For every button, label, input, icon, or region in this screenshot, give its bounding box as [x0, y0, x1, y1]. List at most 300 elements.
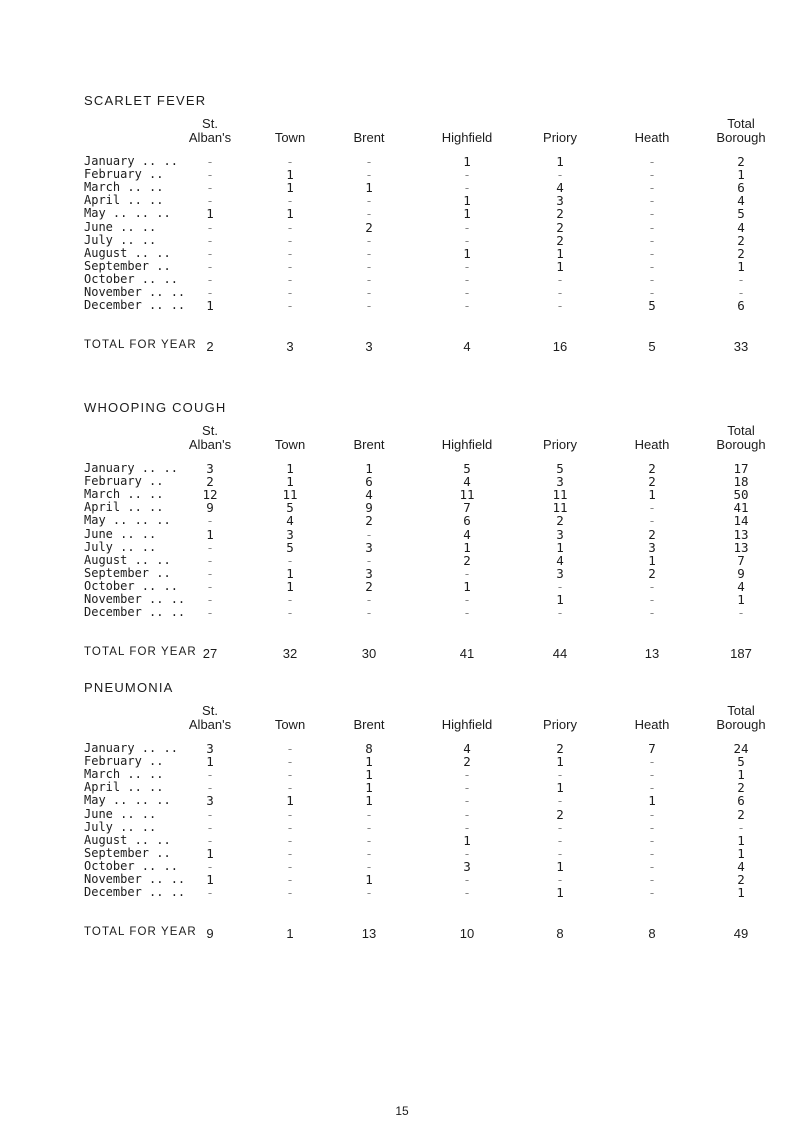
table-cell: - [463, 605, 471, 621]
column-header-line1: Total [727, 703, 755, 718]
table-cell: - [648, 806, 656, 822]
table-row [0, 528, 800, 541]
column-header [353, 117, 384, 145]
column-header-line2: Borough [716, 130, 766, 145]
leader-dots: .. .. [120, 500, 164, 515]
month-name: July [84, 232, 113, 247]
table-cell: - [206, 285, 214, 300]
table-cell: - [648, 285, 656, 300]
table-cell: - [365, 298, 373, 314]
month-label [84, 221, 156, 234]
table-cell: 3 [206, 461, 214, 476]
table-cell: - [365, 552, 373, 568]
table-cell: - [365, 245, 373, 261]
table-cell: - [463, 180, 471, 196]
month-label [84, 834, 171, 847]
table-cell: - [286, 819, 294, 835]
table-row [0, 541, 800, 554]
month-label [84, 475, 163, 488]
table-cell: - [737, 605, 745, 621]
month-name: August [84, 245, 128, 260]
table-cell: - [206, 592, 214, 607]
leader-dots: .. .. [120, 767, 164, 782]
table-row [0, 834, 800, 847]
table-cell: - [206, 767, 214, 783]
table-cell: 2 [737, 232, 745, 248]
table-cell: 5 [737, 206, 745, 222]
month-label [84, 580, 178, 593]
table-cell: - [365, 858, 373, 874]
table-cell: - [648, 592, 656, 607]
table-row [0, 168, 800, 181]
total-cell: 30 [361, 646, 377, 661]
table-cell: - [648, 193, 656, 209]
table-cell: - [206, 605, 214, 621]
table-row [0, 155, 800, 168]
table-row [0, 768, 800, 781]
table-cell: - [206, 832, 214, 848]
table-row [0, 181, 800, 194]
leader-dots: .. .. .. [105, 206, 171, 221]
table-cell: 7 [737, 552, 745, 568]
table-cell: - [648, 513, 656, 529]
table-cell: 1 [648, 552, 656, 568]
month-label [84, 260, 171, 273]
table-cell: - [286, 832, 294, 848]
table-cell: 1 [556, 592, 564, 607]
table-cell: - [286, 741, 294, 756]
total-cell: 9 [206, 926, 214, 941]
table-cell: 9 [737, 565, 745, 581]
table-cell: - [648, 872, 656, 887]
table-cell: - [365, 154, 373, 169]
column-header-line2: Borough [716, 437, 766, 452]
column-header-line1: Town [274, 717, 306, 732]
month-label [84, 207, 171, 220]
leader-dots: .. [149, 258, 171, 273]
table-cell: - [365, 193, 373, 209]
month-name: November [84, 592, 142, 606]
column-header [635, 117, 670, 145]
table-cell: - [286, 754, 294, 770]
month-name: July [84, 539, 113, 554]
table-cell: - [286, 271, 294, 287]
table-cell: 3 [365, 539, 373, 555]
table-cell: 1 [463, 206, 471, 222]
column-header-line1: Highfield [441, 130, 493, 145]
table-cell: 6 [737, 298, 745, 314]
table-cell: 1 [737, 832, 745, 848]
table-cell: 5 [737, 754, 745, 770]
total-cell: 8 [556, 926, 564, 941]
month-name: August [84, 832, 128, 847]
total-row [0, 646, 800, 659]
table-cell: - [206, 271, 214, 287]
month-name: February [84, 474, 142, 489]
column-header [353, 704, 384, 732]
table-cell: - [286, 806, 294, 822]
total-cell: 2 [206, 339, 214, 354]
table-cell: 3 [365, 565, 373, 581]
table-cell: 1 [556, 858, 564, 874]
total-cell: 3 [365, 339, 373, 354]
month-name: December [84, 298, 142, 313]
table-cell: - [286, 154, 294, 169]
table-cell: - [648, 258, 656, 274]
table-cell: 3 [556, 565, 564, 581]
table-cell: 3 [206, 793, 214, 809]
month-label [84, 567, 171, 580]
table-cell: - [286, 298, 294, 314]
table-cell: 3 [556, 526, 564, 542]
leader-dots: .. .. [112, 219, 157, 234]
month-label [84, 273, 178, 286]
month-label [84, 554, 171, 567]
table-cell: - [206, 258, 214, 274]
column-header [189, 117, 231, 145]
table-cell: 1 [737, 767, 745, 783]
column-header-line1: Brent [353, 130, 385, 145]
table-cell: - [206, 858, 214, 874]
table-cell: - [206, 232, 214, 248]
table-cell: 6 [737, 793, 745, 809]
table-cell: 1 [365, 780, 373, 796]
leader-dots: .. .. [141, 605, 186, 620]
total-cell: 187 [730, 646, 752, 661]
table-cell: 3 [648, 539, 656, 555]
table-cell: 1 [463, 832, 471, 848]
month-label [84, 768, 163, 781]
leader-dots: .. .. [112, 232, 157, 247]
table-cell: - [648, 219, 656, 235]
table-cell: - [463, 780, 471, 796]
table-cell: 1 [286, 206, 294, 222]
table-cell: - [206, 885, 214, 901]
month-label [84, 541, 156, 554]
month-label [84, 286, 185, 299]
table-cell: 1 [556, 754, 564, 770]
leader-dots: .. .. [134, 578, 178, 593]
table-cell: 8 [365, 741, 373, 756]
total-cell: 32 [282, 646, 298, 661]
table-cell: 2 [365, 219, 373, 235]
table-cell: - [463, 258, 471, 274]
total-cell: 33 [733, 339, 749, 354]
table-cell: 2 [737, 154, 745, 169]
table-cell: - [365, 819, 373, 835]
table-cell: - [556, 845, 564, 861]
leader-dots: .. .. [141, 592, 186, 606]
column-header-line1: Town [274, 130, 306, 145]
table-cell: - [365, 285, 373, 300]
table-cell: 3 [556, 193, 564, 209]
leader-dots: .. .. [134, 858, 178, 873]
table-cell: 5 [286, 500, 294, 516]
table-cell: - [556, 872, 564, 887]
table-row [0, 462, 800, 475]
table-row [0, 606, 800, 619]
total-cell: 49 [733, 926, 749, 941]
leader-dots: .. .. .. [105, 513, 171, 528]
month-name: October [84, 578, 135, 593]
table-cell: - [286, 885, 294, 901]
table-row [0, 247, 800, 260]
table-row [0, 299, 800, 312]
table-cell: 5 [463, 461, 471, 476]
table-cell: - [365, 832, 373, 848]
leader-dots: .. .. [141, 285, 186, 299]
table-cell: - [206, 806, 214, 822]
table-cell: 1 [556, 885, 564, 901]
table-cell: 1 [206, 526, 214, 542]
month-name: July [84, 819, 113, 834]
section-title: SCARLET FEVER [84, 93, 207, 108]
table-cell: 2 [737, 806, 745, 822]
table-cell: 4 [556, 180, 564, 196]
column-header-line1: Total [727, 116, 755, 131]
month-label [84, 593, 185, 606]
month-label [84, 606, 185, 619]
month-label [84, 781, 163, 794]
leader-dots: .. .. [134, 271, 178, 286]
total-label: TOTAL FOR YEAR [84, 926, 197, 938]
table-cell: 7 [648, 741, 656, 756]
table-cell: - [463, 565, 471, 581]
table-cell: - [206, 245, 214, 261]
table-row [0, 580, 800, 593]
table-row [0, 194, 800, 207]
table-cell: 2 [556, 513, 564, 529]
table-cell: - [206, 539, 214, 555]
month-label [84, 194, 163, 207]
table-cell: 1 [463, 578, 471, 594]
table-cell: 2 [556, 741, 564, 756]
table-cell: - [648, 206, 656, 222]
column-header-line1: Brent [353, 717, 385, 732]
table-row [0, 207, 800, 220]
column-header [716, 117, 765, 145]
table-cell: 2 [206, 474, 214, 490]
month-label [84, 168, 163, 181]
table-row [0, 860, 800, 873]
table-cell: 14 [733, 513, 749, 529]
table-cell: - [556, 819, 564, 835]
table-cell: 11 [552, 487, 568, 503]
column-header-line2: Borough [716, 717, 766, 732]
month-label [84, 528, 156, 541]
table-cell: 5 [286, 539, 294, 555]
table-cell: 6 [737, 180, 745, 196]
table-cell: - [463, 298, 471, 314]
table-cell: 1 [463, 539, 471, 555]
table-cell: - [737, 819, 745, 835]
column-header-line1: Town [274, 437, 306, 452]
column-header [275, 424, 305, 452]
table-cell: - [463, 271, 471, 287]
table-cell: - [206, 552, 214, 568]
table-cell: - [286, 872, 294, 887]
leader-dots: .. .. [127, 552, 171, 567]
table-cell: - [648, 605, 656, 621]
table-cell: 1 [206, 206, 214, 222]
table-cell: 18 [733, 474, 749, 490]
table-cell: - [463, 285, 471, 300]
table-cell: 4 [737, 858, 745, 874]
table-cell: - [286, 780, 294, 796]
table-cell: 1 [286, 474, 294, 490]
table-row [0, 794, 800, 807]
table-cell: 4 [737, 578, 745, 594]
leader-dots: .. [141, 474, 164, 489]
table-cell: - [463, 219, 471, 235]
leader-dots: .. .. .. [105, 793, 171, 808]
month-name: May [84, 793, 106, 808]
month-name: March [84, 767, 121, 782]
table-cell: 1 [556, 539, 564, 555]
table-cell: 1 [737, 592, 745, 607]
column-header [716, 424, 765, 452]
leader-dots: .. [149, 565, 171, 580]
leader-dots: .. .. [112, 819, 157, 834]
table-cell: 13 [733, 526, 749, 542]
leader-dots: .. .. [141, 298, 186, 313]
table-cell: - [286, 232, 294, 248]
table-cell: - [365, 167, 373, 183]
table-cell: - [648, 167, 656, 183]
table-cell: 1 [463, 193, 471, 209]
total-label: TOTAL FOR YEAR [84, 646, 197, 658]
table-cell: 4 [737, 219, 745, 235]
table-cell: - [286, 285, 294, 300]
leader-dots: .. .. [127, 245, 171, 260]
table-cell: - [286, 219, 294, 235]
total-cell: 13 [644, 646, 660, 661]
table-row [0, 286, 800, 299]
month-label [84, 514, 171, 527]
leader-dots: .. .. [112, 526, 157, 541]
column-header-line2: Alban's [188, 130, 232, 145]
leader-dots: .. .. [120, 193, 164, 208]
table-cell: - [365, 526, 373, 542]
table-cell: - [286, 552, 294, 568]
table-cell: - [206, 154, 214, 169]
month-label [84, 234, 156, 247]
column-header [543, 704, 577, 732]
column-header-line1: Heath [634, 717, 670, 732]
table-cell: - [463, 793, 471, 809]
table-cell: - [648, 500, 656, 516]
column-header [275, 704, 305, 732]
table-cell: 5 [648, 298, 656, 314]
leader-dots: .. .. [112, 806, 157, 821]
table-cell: - [365, 271, 373, 287]
table-cell: 1 [286, 565, 294, 581]
table-cell: - [648, 578, 656, 594]
table-cell: 1 [286, 180, 294, 196]
table-cell: 2 [463, 754, 471, 770]
table-cell: 1 [286, 578, 294, 594]
table-cell: - [206, 219, 214, 235]
table-cell: 12 [202, 487, 218, 503]
table-row [0, 567, 800, 580]
table-row [0, 514, 800, 527]
table-cell: - [648, 767, 656, 783]
table-cell: - [286, 258, 294, 274]
table-cell: - [206, 565, 214, 581]
month-name: March [84, 180, 121, 195]
table-cell: - [463, 845, 471, 861]
leader-dots: .. .. [120, 180, 164, 195]
table-cell: 4 [365, 487, 373, 503]
table-row [0, 755, 800, 768]
month-name: June [84, 806, 113, 821]
leader-dots: .. [141, 754, 164, 769]
table-cell: 2 [556, 806, 564, 822]
month-name: November [84, 872, 142, 886]
table-cell: - [286, 845, 294, 861]
table-cell: - [463, 592, 471, 607]
column-header [275, 117, 305, 145]
leader-dots: .. [141, 167, 164, 182]
page-number: 15 [395, 1104, 409, 1118]
total-cell: 5 [648, 339, 656, 354]
leader-dots: .. .. [120, 487, 164, 502]
column-header [635, 704, 670, 732]
total-cell: 8 [648, 926, 656, 941]
month-name: January [84, 461, 135, 475]
month-label [84, 247, 171, 260]
column-header-line1: St. [202, 703, 218, 718]
table-cell: - [648, 754, 656, 770]
month-name: February [84, 167, 142, 182]
table-cell: - [206, 819, 214, 835]
table-cell: - [206, 180, 214, 196]
table-cell: - [648, 885, 656, 901]
table-cell: 2 [648, 526, 656, 542]
table-cell: - [463, 885, 471, 901]
table-cell: - [737, 285, 745, 300]
table-row [0, 886, 800, 899]
table-row [0, 593, 800, 606]
table-cell: - [556, 285, 564, 300]
month-name: September [84, 845, 150, 860]
table-cell: - [286, 193, 294, 209]
table-cell: - [463, 819, 471, 835]
table-cell: 4 [556, 552, 564, 568]
table-cell: 2 [556, 232, 564, 248]
month-name: March [84, 487, 121, 502]
column-header [635, 424, 670, 452]
table-cell: 2 [737, 872, 745, 887]
table-cell: 11 [459, 487, 475, 503]
table-cell: - [648, 232, 656, 248]
month-name: May [84, 513, 106, 528]
month-name: October [84, 271, 135, 286]
table-cell: - [286, 245, 294, 261]
table-cell: 1 [286, 167, 294, 183]
table-cell: 1 [206, 298, 214, 314]
month-label [84, 501, 163, 514]
column-header-line1: Priory [543, 717, 577, 732]
month-name: February [84, 754, 142, 769]
table-cell: 3 [206, 741, 214, 756]
month-name: January [84, 154, 135, 168]
table-cell: 1 [463, 245, 471, 261]
leader-dots: .. .. [134, 741, 178, 755]
table-row [0, 873, 800, 886]
month-name: January [84, 741, 135, 755]
table-row [0, 488, 800, 501]
